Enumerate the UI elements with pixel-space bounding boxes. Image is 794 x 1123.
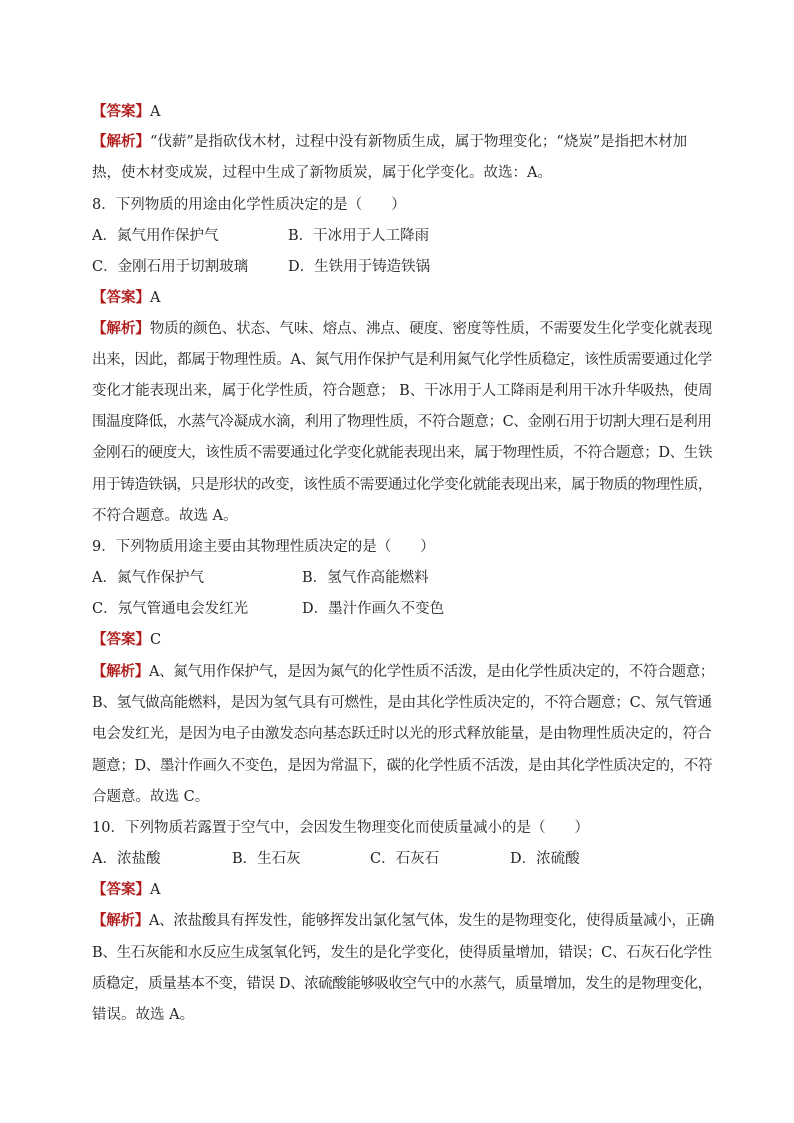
answer-value: C xyxy=(150,632,162,648)
analysis-text: B、氢气做高能燃料，是因为氢气具有可燃性，是由其化学性质决定的，不符合题意；C、氖气管通 xyxy=(92,695,712,711)
analysis-text: A、浓盐酸具有挥发性，能够挥发出氯化氢气体，发生的是物理变化，使得质量减小，正确 xyxy=(148,913,715,929)
analysis-text: 变化才能表现出来，属于化学性质，符合题意； B、干冰用于人工降雨是利用干冰升华吸热，使周 xyxy=(92,383,713,399)
analysis-text: 不符合题意。故选 A。 xyxy=(92,508,238,524)
analysis-text: 热，使木材变成炭，过程中生成了新物质炭，属于化学变化。故选：A。 xyxy=(92,165,552,181)
analysis-text: 用于铸造铁锅，只是形状的改变，该性质不需要通过化学变化就能表现出来，属于物质的物理性质， xyxy=(92,477,712,493)
analysis-text: 出来，因此，都属于物理性质。A、氮气用作保护气是利用氮气化学性质稳定，该性质需要通过化学 xyxy=(92,352,712,368)
analysis-text: 题意；D、墨汁作画久不变色，是因为常温下，碳的化学性质不活泼，是由其化学性质决定的，不符 xyxy=(92,758,713,774)
analysis-text: 合题意。故选 C。 xyxy=(92,789,210,805)
question-10-stem: 10．下列物质若露置于空气中，会因发生物理变化而使质量减小的是（ ） xyxy=(92,820,589,836)
option-c: C．氖气管通电会发红光 xyxy=(92,601,249,617)
analysis-label: 【解析】 xyxy=(92,320,150,337)
option-a: A．浓盐酸 xyxy=(92,851,161,867)
analysis-text: “伐薪”是指砍伐木材，过程中没有新物质生成，属于物理变化；“烧炭”是指把木材加 xyxy=(150,134,688,150)
option-b: B．氢气作高能燃料 xyxy=(302,570,429,586)
answer-label: 【答案】 xyxy=(92,289,150,306)
answer-value: A xyxy=(150,290,161,306)
question-9-stem: 9．下列物质用途主要由其物理性质决定的是（ ） xyxy=(92,539,435,555)
answer-value: A xyxy=(150,104,161,120)
option-a: A．氮气作保护气 xyxy=(92,570,204,586)
analysis-line xyxy=(92,319,712,339)
analysis-label: 【解析】 xyxy=(92,912,149,929)
answer-line xyxy=(92,630,712,650)
question-8-stem: 8．下列物质的用途由化学性质决定的是（ ） xyxy=(92,197,406,213)
analysis-text: 物质的颜色、状态、气味、熔点、沸点、硬度、密度等性质，不需要发生化学变化就表现 xyxy=(149,321,713,337)
answer-line xyxy=(92,102,712,122)
analysis-text: A、氮气用作保护气，是因为氮气的化学性质不活泼，是由化学性质决定的，不符合题意； xyxy=(148,664,715,680)
analysis-text: 电会发红光，是因为电子由激发态向基态跃迁时以光的形式释放能量，是由物理性质决定的，符合 xyxy=(92,726,712,742)
analysis-text: 质稳定，质量基本不变，错误 D、浓硫酸能够吸收空气中的水蒸气，质量增加，发生的是物理变化， xyxy=(92,976,712,992)
answer-line xyxy=(92,288,712,308)
answer-value: A xyxy=(150,882,161,898)
answer-label: 【答案】 xyxy=(92,631,150,648)
option-b: B．生石灰 xyxy=(232,851,301,867)
option-d: D．墨汁作画久不变色 xyxy=(302,601,445,617)
analysis-line xyxy=(92,662,715,682)
option-c: C．金刚石用于切割玻璃 xyxy=(92,259,249,275)
answer-label: 【答案】 xyxy=(92,103,150,120)
analysis-text: 围温度降低，水蒸气冷凝成水滴，利用了物理性质，不符合题意；C、金刚石用于切割大理石是利用 xyxy=(92,414,712,430)
option-d: D．生铁用于铸造铁锅 xyxy=(288,259,431,275)
option-a: A．氮气用作保护气 xyxy=(92,228,219,244)
answer-line xyxy=(92,880,712,900)
analysis-label: 【解析】 xyxy=(92,663,149,680)
analysis-text: B、生石灰能和水反应生成氢氧化钙，发生的是化学变化，使得质量增加，错误；C、石灰石化学性 xyxy=(92,945,712,961)
option-b: B．干冰用于人工降雨 xyxy=(288,228,430,244)
analysis-text: 金刚石的硬度大，该性质不需要通过化学变化就能表现出来，属于物理性质，不符合题意；D、生铁 xyxy=(92,445,713,461)
analysis-line xyxy=(92,132,712,152)
answer-label: 【答案】 xyxy=(92,881,150,898)
analysis-line xyxy=(92,911,715,931)
option-d: D．浓硫酸 xyxy=(510,851,580,867)
analysis-label: 【解析】 xyxy=(92,133,150,150)
analysis-text: 错误。故选 A。 xyxy=(92,1007,195,1023)
option-c: C．石灰石 xyxy=(370,851,440,867)
